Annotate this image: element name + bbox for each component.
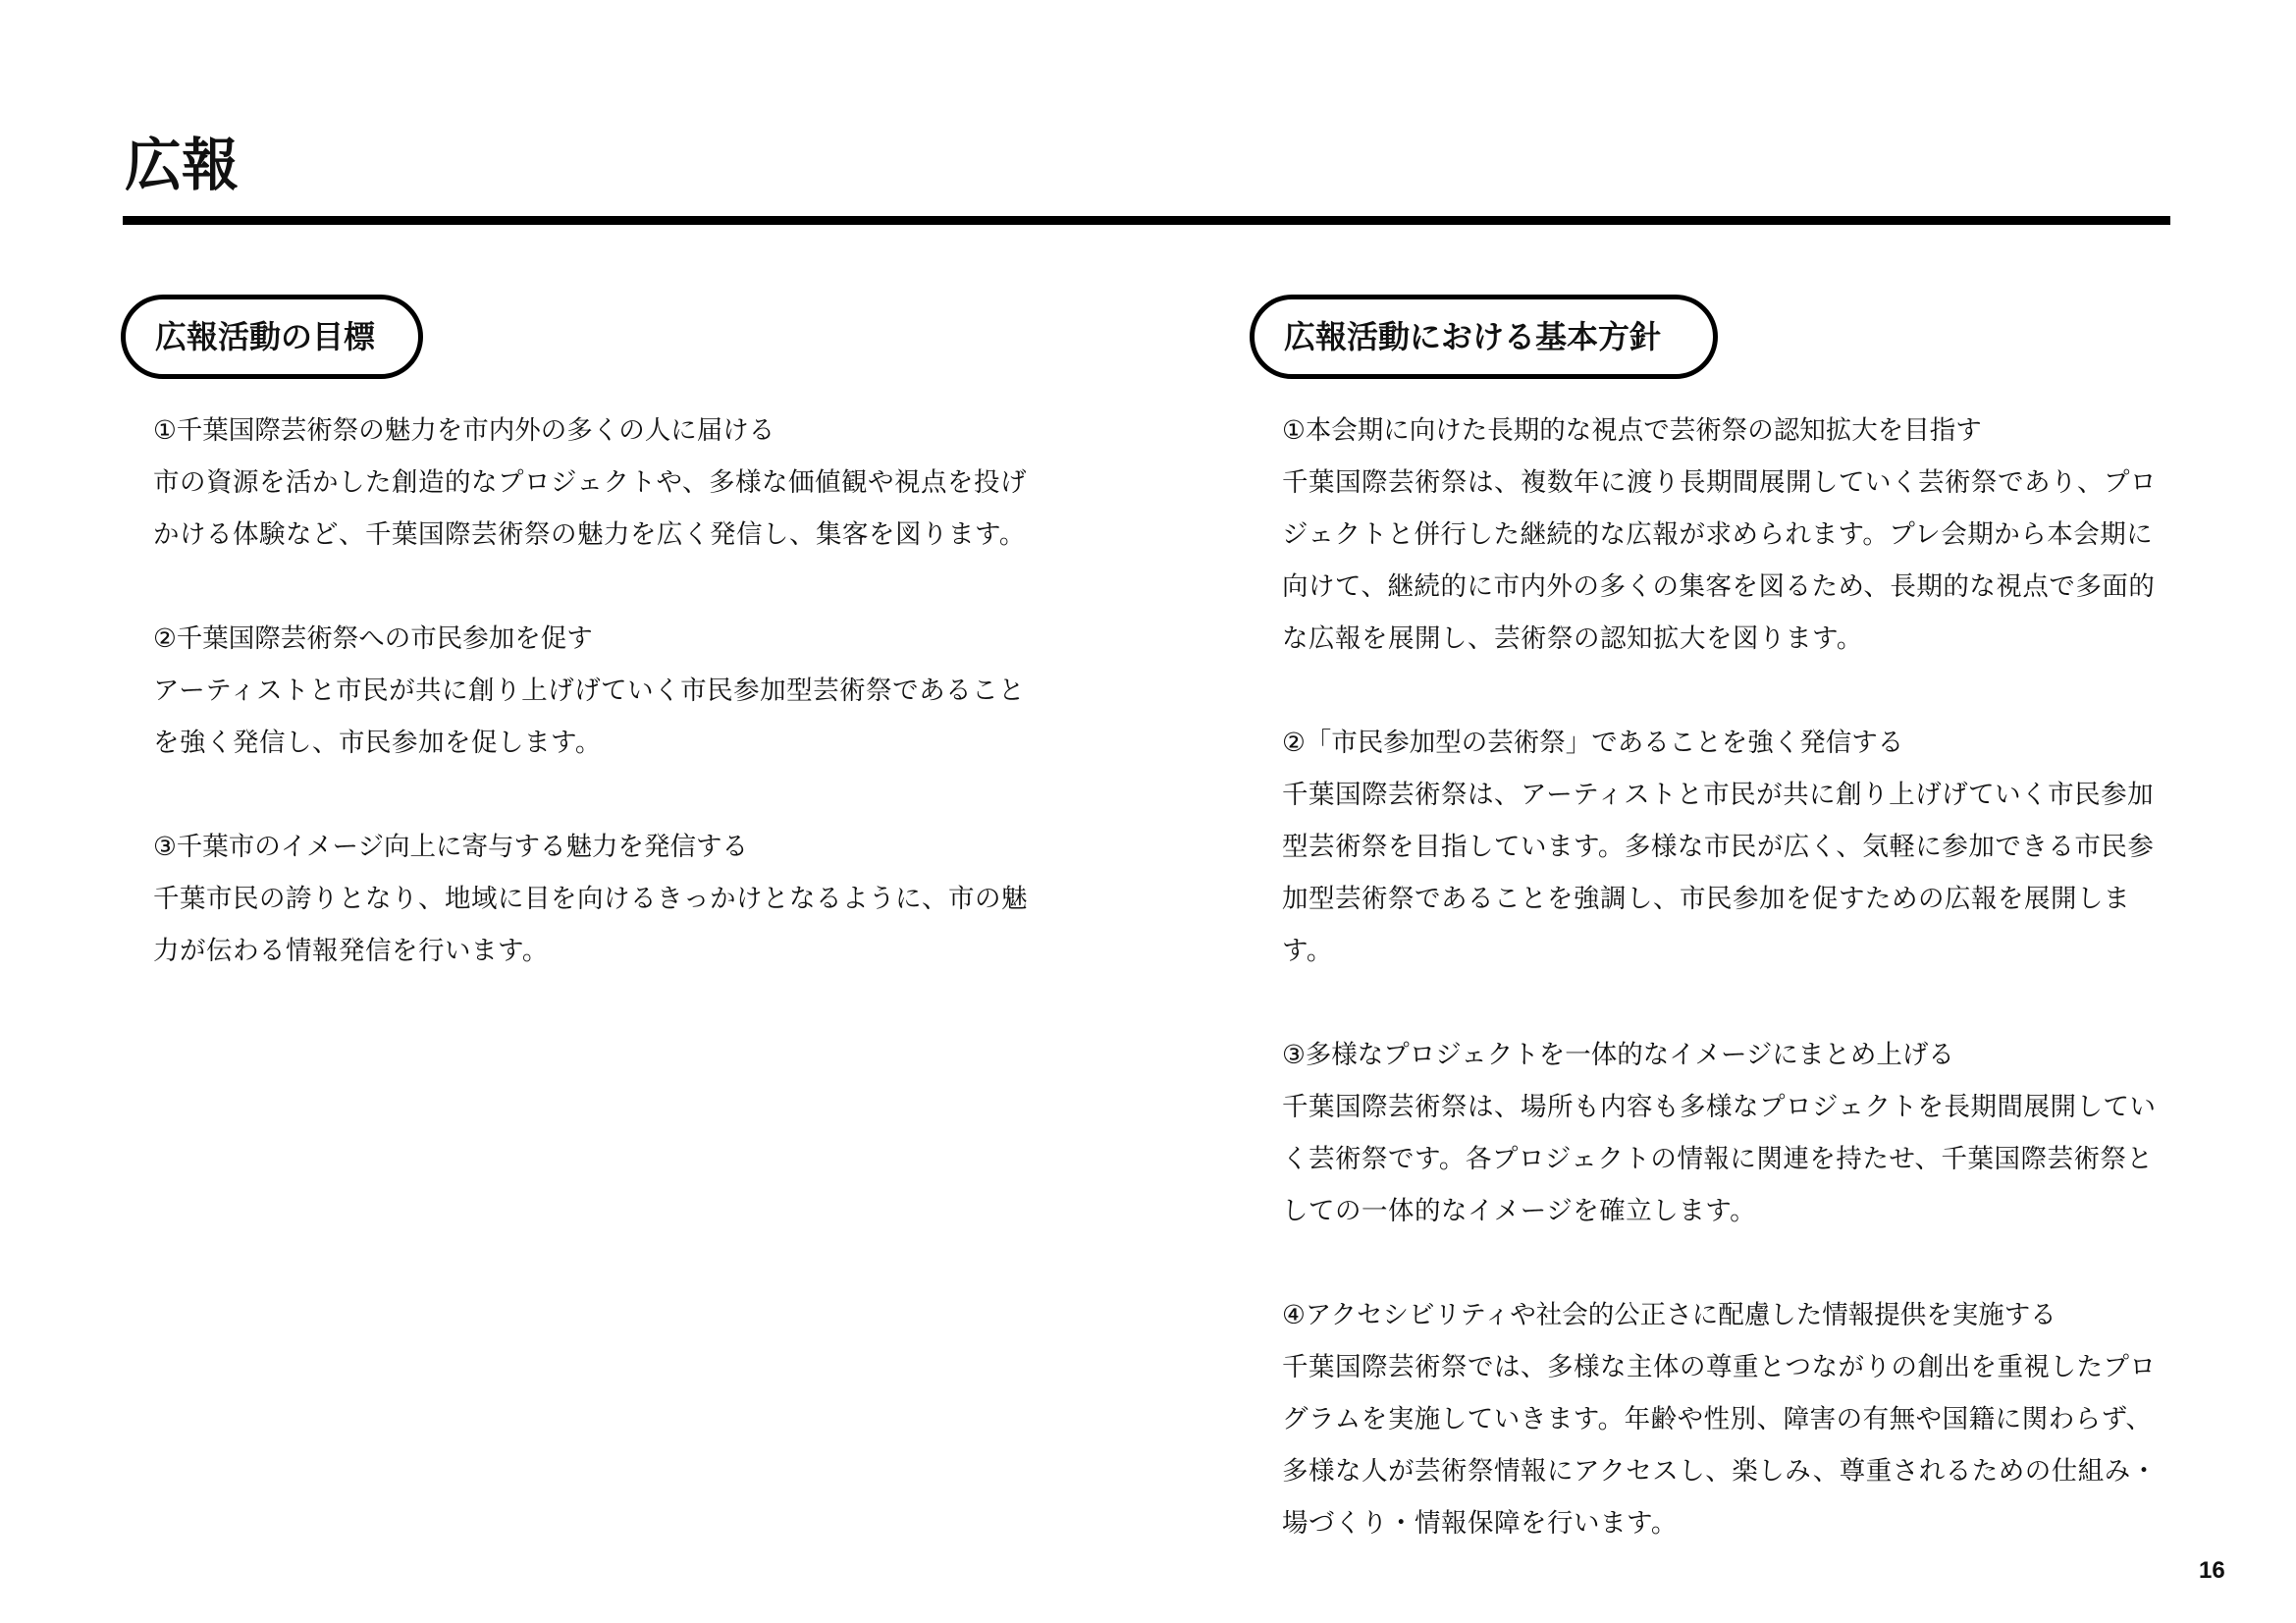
- goal-section-title: ③千葉市のイメージ向上に寄与する魅力を発信する: [153, 832, 748, 862]
- goal-section-2: [153, 613, 1043, 769]
- page-number: 16: [2199, 1557, 2225, 1584]
- policy-section-1: [1282, 405, 2172, 665]
- right-column-heading: 広報活動における基本方針: [1250, 295, 1718, 379]
- left-column-sections: [121, 405, 1043, 977]
- right-column-sections: [1250, 405, 2172, 1549]
- policy-section-title: ③多様なプロジェクトを一体的なイメージにまとめ上げる: [1282, 1040, 1954, 1070]
- goal-section-body: アーティストと市民が共に創り上げげていく市民参加型芸術祭であることを強く発信し、市民参加を促します。: [153, 676, 1026, 758]
- goal-section-title: ①千葉国際芸術祭の魅力を市内外の多くの人に届ける: [153, 415, 775, 446]
- policy-section-body: 千葉国際芸術祭は、複数年に渡り長期間展開していく芸術祭であり、プロジェクトと併行した継続的な広報が求められます。プレ会期から本会期に向けて、継続的に市内外の多くの集客を図るため、長期的な視点で多面的な広報を展開し、芸術祭の認知拡大を図ります。: [1282, 467, 2157, 654]
- left-column: [121, 295, 1043, 1029]
- left-column-heading: 広報活動の目標: [121, 295, 423, 379]
- goal-section-body: 市の資源を活かした創造的なプロジェクトや、多様な価値観や視点を投げかける体験など、千葉国際芸術祭の魅力を広く発信し、集客を図ります。: [153, 467, 1027, 550]
- policy-section-title: ④アクセシビリティや社会的公正さに配慮した情報提供を実施する: [1282, 1300, 2056, 1330]
- policy-section-3: [1282, 1029, 2172, 1237]
- goal-section-title: ②千葉国際芸術祭への市民参加を促す: [153, 623, 593, 654]
- goal-section-1: [153, 405, 1043, 561]
- policy-section-4: [1282, 1289, 2172, 1549]
- goal-section-body: 千葉市民の誇りとなり、地域に目を向けるきっかけとなるように、市の魅力が伝わる情報発信を行います。: [153, 884, 1028, 966]
- goal-section-3: [153, 821, 1043, 977]
- right-column: [1250, 295, 2172, 1601]
- policy-section-title: ①本会期に向けた長期的な視点で芸術祭の認知拡大を目指す: [1282, 415, 1982, 446]
- policy-section-body: 千葉国際芸術祭は、場所も内容も多様なプロジェクトを長期間展開していく芸術祭です。各プロジェクトの情報に関連を持たせ、千葉国際芸術祭としての一体的なイメージを確立します。: [1282, 1092, 2157, 1226]
- policy-section-body: 千葉国際芸術祭は、アーティストと市民が共に創り上げげていく市民参加型芸術祭を目指しています。多様な市民が広く、気軽に参加できる市民参加型芸術祭であることを強調し、市民参加を促すための広報を展開します。: [1282, 780, 2155, 966]
- title-underline: [123, 216, 2170, 225]
- policy-section-2: [1282, 717, 2172, 977]
- policy-section-title: ②「市民参加型の芸術祭」であることを強く発信する: [1282, 728, 1904, 758]
- page-title: 広報: [125, 132, 240, 198]
- policy-section-body: 千葉国際芸術祭では、多様な主体の尊重とつながりの創出を重視したプログラムを実施していきます。年齢や性別、障害の有無や国籍に関わらず、多様な人が芸術祭情報にアクセスし、楽しみ、尊重されるための仕組み・場づくり・情報保障を行います。: [1282, 1352, 2158, 1539]
